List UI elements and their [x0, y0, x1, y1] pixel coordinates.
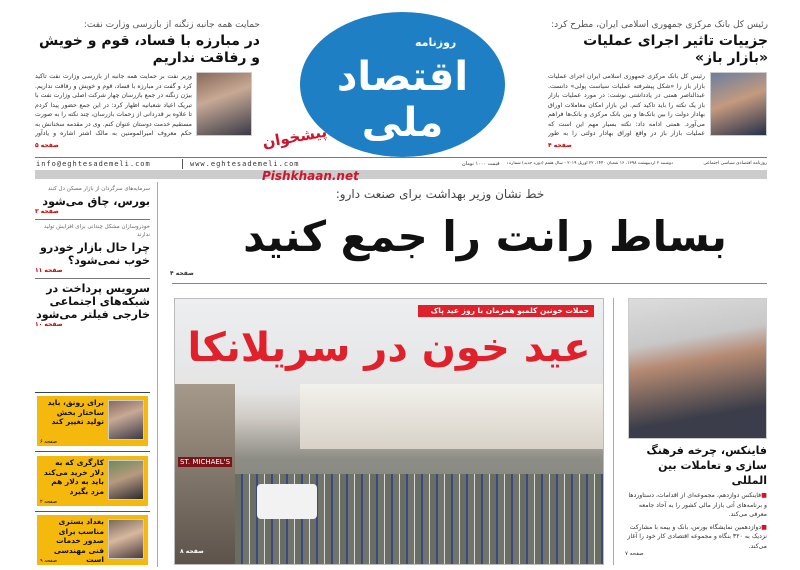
watermark-latin: Pishkhaan.net — [262, 169, 359, 183]
left-1-kicker: سرمایه‌های سرگردان از بازار مسکن دل کنند — [47, 186, 150, 192]
building — [175, 384, 235, 565]
box-2-page: صفحه ۲ — [40, 499, 57, 505]
left-1-headline[interactable]: بورس، چاق می‌شود — [42, 195, 150, 208]
box-3[interactable] — [37, 515, 148, 565]
church — [300, 384, 604, 449]
bullet-icon: ■ — [761, 492, 767, 499]
top-right-kicker: رئیس کل بانک مرکزی جمهوری اسلامی ایران، مطرح کرد: — [551, 20, 768, 30]
dateline: دوشنبه ۲ اردیبهشت ۱۳۹۸، ۱۶ شعبان ۱۴۴۰، ۲۲ آوریل ۲۰۱۹ - سال هفتم (دوره جدید) شماره — [509, 161, 673, 166]
bullet-text: فاینکس دوازدهم، مجموعه‌ای از اقدامات، دستاوردها و برنامه‌های آتی بازار مالی کشور را به آحاد جامعه معرفی می‌کند. — [628, 492, 767, 518]
right-headline[interactable]: فاینکس، چرخه فرهنگ سازی و تعاملات بین المللی — [646, 444, 767, 487]
left-column — [35, 185, 150, 391]
box-1-page: صفحه ۶ — [40, 439, 57, 445]
top-left-headline[interactable]: در مبارزه با فساد، قوم و خویش و رفاقت نداریم — [38, 33, 260, 66]
photo-headline[interactable]: عید خون در سریلانکا — [187, 325, 591, 371]
right-column-text — [625, 443, 767, 569]
left-1-page[interactable]: صفحه ۳ — [35, 208, 59, 215]
right-bullet-2 — [625, 523, 767, 552]
watermark: پیشخوان — [260, 122, 329, 152]
left-3-headline[interactable]: سرویس پرداخت در شبکه‌های اجتماعی خارجی فیلتر می‌شود — [36, 282, 150, 321]
lead-headline[interactable]: بساط رانت را جمع کنید — [243, 212, 727, 261]
photo-page[interactable]: صفحه ۸ — [180, 548, 204, 555]
bullet-icon: ■ — [761, 523, 767, 531]
central-bank-governor-photo — [710, 72, 767, 136]
box-2[interactable] — [37, 456, 148, 506]
top-right-page[interactable]: صفحه ۴ — [548, 142, 572, 149]
rule — [35, 511, 150, 512]
top-rule — [35, 157, 767, 158]
box-3-page: صفحه ۹ — [40, 558, 57, 564]
box-2-text: کارگری که به دلار خرید می‌کند باید به دلار هم مزد بگیرد — [43, 458, 104, 496]
rule — [35, 278, 150, 279]
column-divider-right — [613, 298, 614, 565]
top-left-body: وزیر نفت بر حمایت همه جانبه از بازرسی وزارت نفت تاکید کرد و گفت در مبارزه با فساد، قوم و خویش و رفاقت نداریم. بیژن زنگنه در جمع بازرسان چهار شرکت اصلی وزارت نفت با تبریک اعیاد شعبانیه اظهار کرد: در این جمع حضور پیدا کردم تا علاوه بر قدردانی از زحمات بازرسان، چند نکته را به صورت مستقیم خدمت دوستان عنوان کنم. وی در مقدمه سخنانش به حکم معروف امیرالمومنین به مالک اشتر اشاره و یادآور — [35, 73, 192, 137]
st-michaels-sign: ST. MICHAEL'S — [180, 458, 231, 466]
lead-rule — [172, 283, 767, 284]
rule — [35, 451, 150, 452]
box-1[interactable] — [37, 396, 148, 446]
photo-tag: حملات خونین کلمبو همزمان با روز عید پاک — [418, 305, 594, 317]
box-1-photo — [108, 400, 144, 440]
paper-type: روزنامه اقتصادی سیاسی اجتماعی — [703, 161, 767, 166]
top-left-page[interactable]: صفحه ۵ — [35, 142, 59, 149]
masthead-logo[interactable] — [300, 12, 505, 157]
top-right-body: رئیس کل بانک مرکزی جمهوری اسلامی ایران اجرای عملیات بازار باز را «شکل پیشرفته عملیات سیاست پولی» دانست. عبدالناصر همتی در یادداشتی نوشت: در مورد عملیات بازار باز یک نکته را باید تاکید کنم. این بازار امکان معاملات اوراق بهادار دولت را بین بانک‌ها و بین بانک مرکزی و بانک‌ها فراهم می‌آورد. همتی ادامه داد: نکته بسیار مهم این است که عملیات بازار باز در واقع اوراق بهادار دولتی را به طور — [548, 73, 705, 137]
email[interactable]: info@eghtesademeli.com — [36, 160, 151, 168]
left-3-page[interactable]: صفحه ۱۰ — [35, 321, 63, 328]
right-page[interactable]: صفحه ۷ — [625, 551, 644, 557]
rule — [35, 392, 150, 393]
website[interactable]: www.eghtesademeli.com — [190, 160, 300, 168]
lead-page[interactable]: صفحه ۴ — [170, 270, 194, 277]
box-3-photo — [108, 519, 144, 559]
lead-kicker: خط نشان وزیر بهداشت برای صنعت دارو: — [335, 187, 545, 201]
left-2-page[interactable]: صفحه ۱۱ — [35, 267, 63, 274]
left-2-kicker: خودروسازان مشکل چندانی برای افزایش تولید ندارند — [43, 224, 150, 238]
column-divider — [157, 182, 158, 567]
divider — [182, 159, 183, 169]
box-1-text: برای رونق، باید ساختار بخش تولید تغییر کند — [47, 398, 104, 426]
bus — [257, 484, 317, 519]
price: قیمت ۱۰۰۰ تومان — [462, 161, 500, 167]
masthead-name: اقتصاد ملی — [336, 54, 469, 146]
box-2-photo — [108, 460, 144, 500]
top-left-kicker: حمایت همه جانبه زنگنه از بازرسی وزارت نفت: — [83, 20, 260, 30]
bullet-text: دوازدهمین نمایشگاه بورس، بانک و بیمه با مشارکت نزدیک به ۳۲۰ بنگاه و مجموعه اقتصادی کار خود را آغاز می‌کند. — [627, 523, 767, 550]
right-bullet-1 — [625, 491, 767, 520]
box-3-text: بغداد بستری مناسب برای صدور خدمات فنی مهندسی است — [53, 517, 104, 564]
minister-photo — [196, 72, 252, 136]
man-photo — [628, 298, 767, 439]
left-2-headline[interactable]: چرا حال بازار خودرو خوب نمی‌شود؟ — [40, 241, 150, 267]
gray-band — [35, 170, 767, 179]
masthead-small: روزنامه — [415, 36, 457, 49]
top-right-headline[interactable]: جزییات تاثیر اجرای عملیات «بازار باز» — [583, 33, 768, 66]
rule — [35, 219, 150, 220]
